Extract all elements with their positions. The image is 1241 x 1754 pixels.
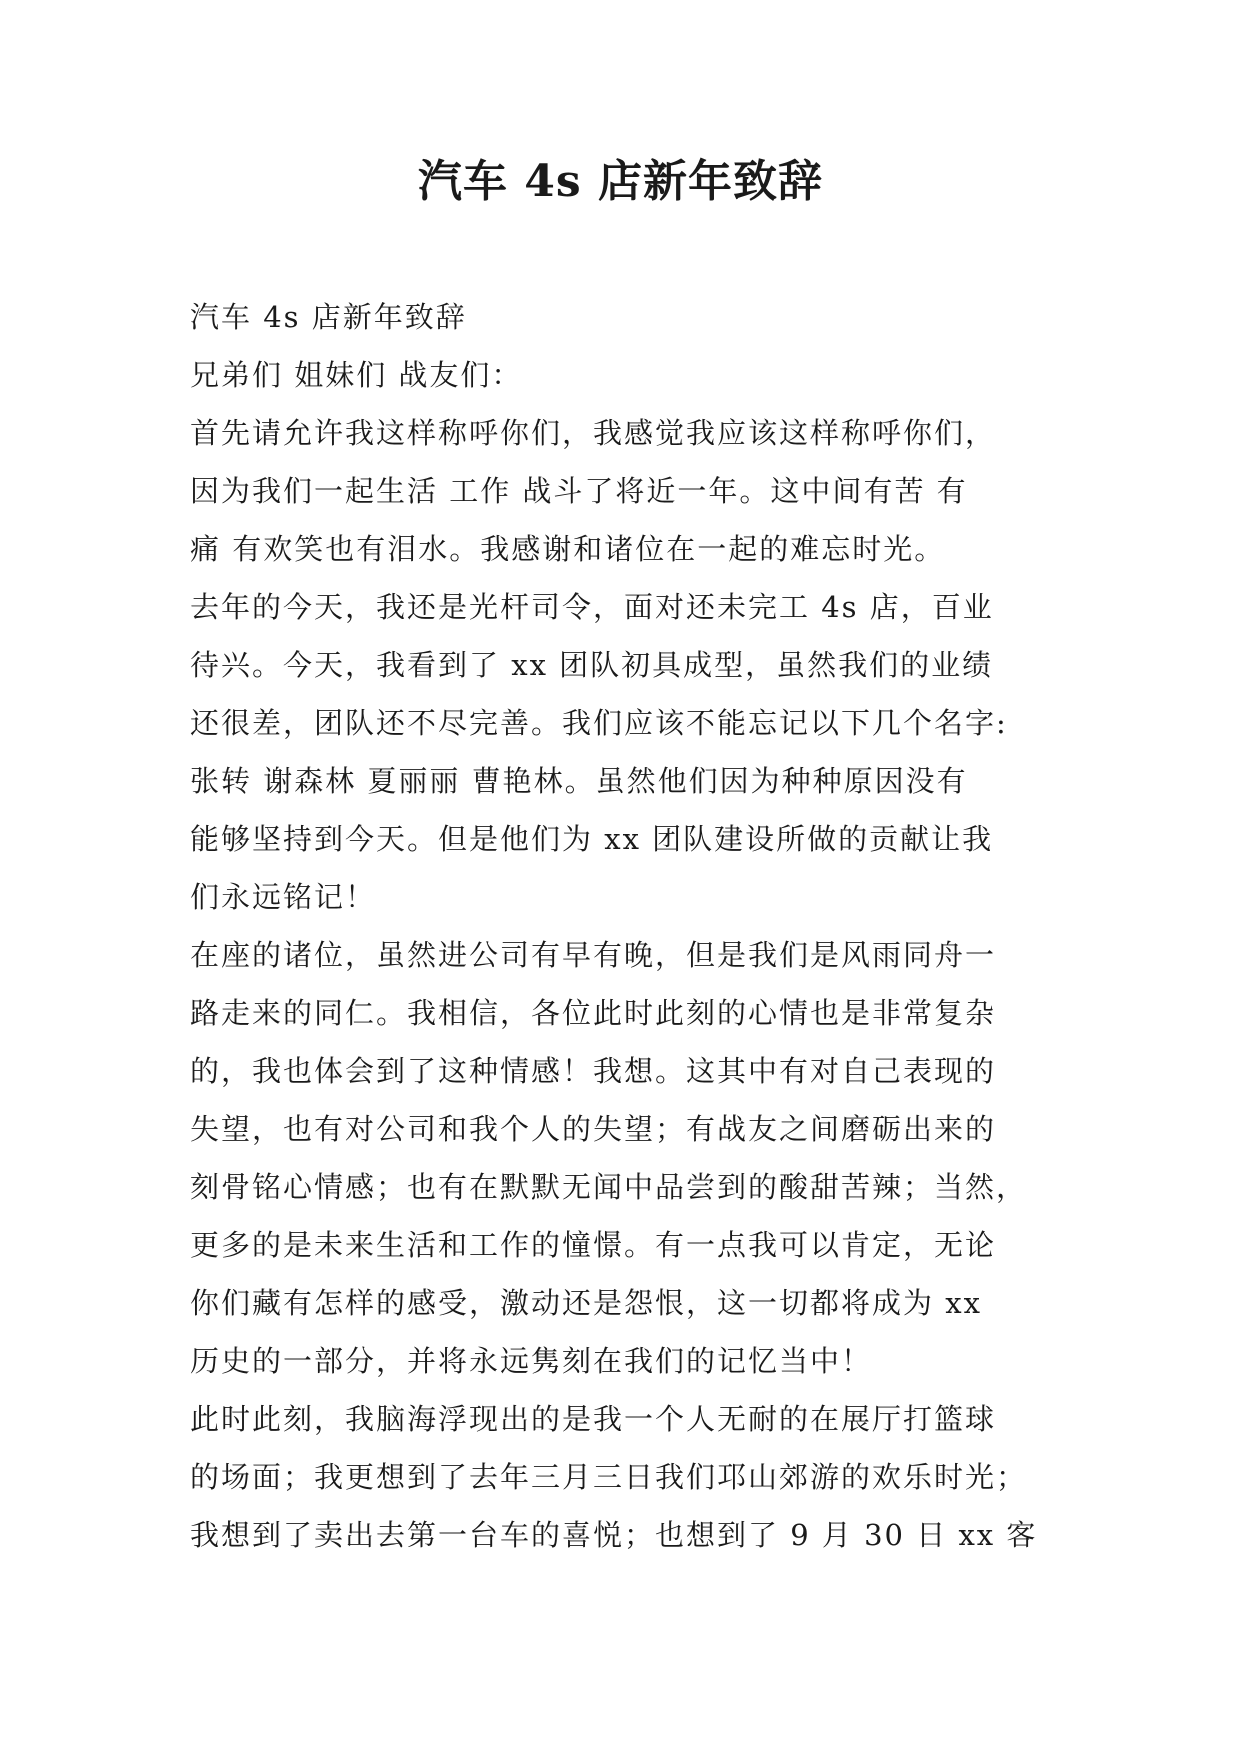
text-line: 此时此刻，我脑海浮现出的是我一个人无耐的在展厅打篮球 bbox=[190, 1402, 997, 1436]
text-line: 失望，也有对公司和我个人的失望；有战友之间磨砺出来的 bbox=[190, 1112, 997, 1146]
text-line: 待兴。今天，我看到了 xx 团队初具成型，虽然我们的业绩 bbox=[190, 648, 994, 682]
text-line: 我想到了卖出去第一台车的喜悦；也想到了 9 月 30 日 xx 客 bbox=[190, 1518, 1038, 1552]
text-line: 在座的诸位，虽然进公司有早有晚，但是我们是风雨同舟一 bbox=[190, 938, 997, 972]
text-line: 张转 谢森林 夏丽丽 曹艳林。虽然他们因为种种原因没有 bbox=[190, 764, 968, 798]
text-line: 还很差，团队还不尽完善。我们应该不能忘记以下几个名字: bbox=[190, 706, 1008, 740]
text-line: 能够坚持到今天。但是他们为 xx 团队建设所做的贡献让我 bbox=[190, 822, 994, 856]
text-line: 的场面；我更想到了去年三月三日我们邛山郊游的欢乐时光； bbox=[190, 1460, 1028, 1494]
text-line: 路走来的同仁。我相信，各位此时此刻的心情也是非常复杂 bbox=[190, 996, 997, 1030]
text-line: 们永远铭记！ bbox=[190, 880, 377, 914]
document-body bbox=[190, 288, 1070, 1564]
text-line: 刻骨铭心情感；也有在默默无闻中品尝到的酸甜苦辣；当然， bbox=[190, 1170, 1028, 1204]
text-line: 首先请允许我这样称呼你们，我感觉我应该这样称呼你们， bbox=[190, 416, 997, 450]
text-line: 汽车 4s 店新年致辞 bbox=[190, 300, 467, 334]
text-line: 你们藏有怎样的感受，激动还是怨恨，这一切都将成为 xx bbox=[190, 1286, 982, 1320]
document-title: 汽车 4s 店新年致辞 bbox=[417, 156, 824, 207]
text-line: 的，我也体会到了这种情感！我想。这其中有对自己表现的 bbox=[190, 1054, 997, 1088]
text-line: 痛 有欢笑也有泪水。我感谢和诸位在一起的难忘时光。 bbox=[190, 532, 946, 566]
text-line: 去年的今天，我还是光杆司令，面对还未完工 4s 店，百业 bbox=[190, 590, 994, 624]
text-line: 更多的是未来生活和工作的憧憬。有一点我可以肯定，无论 bbox=[190, 1228, 997, 1262]
text-line: 历史的一部分，并将永远隽刻在我们的记忆当中！ bbox=[190, 1344, 873, 1378]
text-line: 兄弟们 姐妹们 战友们： bbox=[190, 358, 523, 392]
text-line: 因为我们一起生活 工作 战斗了将近一年。这中间有苦 有 bbox=[190, 474, 968, 508]
